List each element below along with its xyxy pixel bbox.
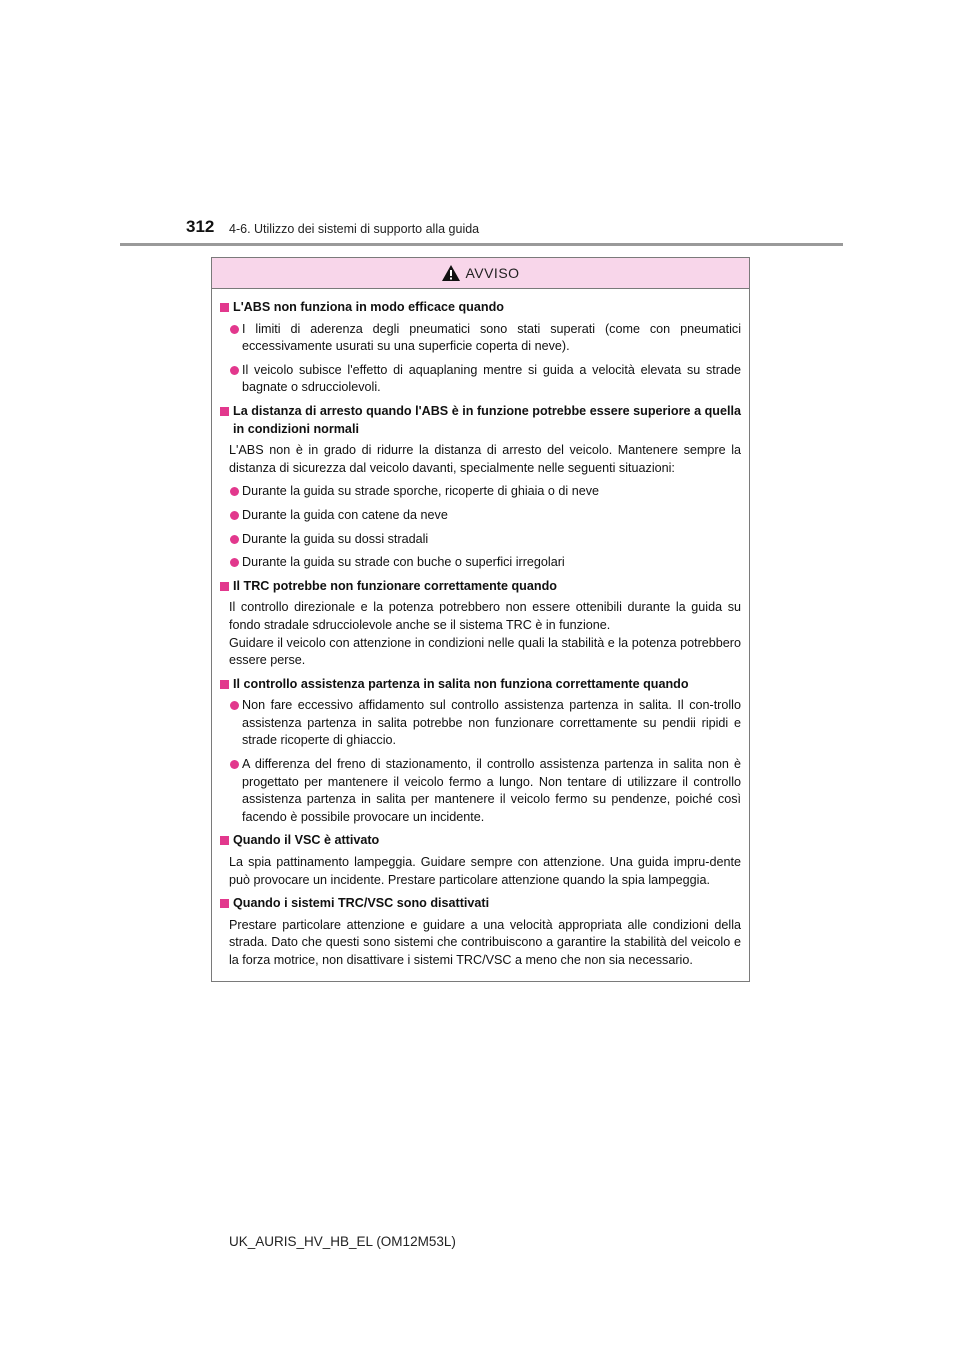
- section-text: Guidare il veicolo con attenzione in condizioni nelle quali la stabilità e la potenza potrebbero essere perse.: [229, 635, 741, 668]
- list-item: Durante la guida su strade sporche, ricoperte di ghiaia o di neve: [220, 483, 741, 501]
- page-number: 312: [186, 217, 215, 236]
- list-item: Non fare eccessivo affidamento sul controllo assistenza partenza in salita. Il con-trollo assistenza partenza in salita potrebbe non funzionare correttamente su pendii ripidi e strade ricoperte di ghiaccio.: [220, 697, 741, 750]
- warning-triangle-icon: [441, 264, 461, 282]
- list-item: Durante la guida con catene da neve: [220, 507, 741, 525]
- list-item: I limiti di aderenza degli pneumatici sono stati superati (come con pneumatici eccessivamente usurati su una superficie coperta di neve).: [220, 321, 741, 356]
- warning-box: [211, 257, 750, 982]
- list-item: Durante la guida su dossi stradali: [220, 531, 741, 549]
- square-bullet-icon: [220, 407, 229, 416]
- round-bullet-icon: [230, 558, 239, 567]
- square-bullet-icon: [220, 303, 229, 312]
- square-bullet-icon: [220, 582, 229, 591]
- round-bullet-icon: [230, 366, 239, 375]
- section-text: Il controllo direzionale e la potenza potrebbero non essere ottenibili durante la guida su fondo stradale sdrucciolevole anche se il sistema TRC è in funzione.: [229, 600, 741, 632]
- list-item: A differenza del freno di stazionamento, il controllo assistenza partenza in salita non è progettato per mantenere il veicolo fermo a lungo. Non tentare di utilizzare il controllo assistenza partenza in salita per mantenere il veicolo fermo su pendenze, poiché così facendo è possibile provocare un incidente.: [220, 756, 741, 826]
- square-bullet-icon: [220, 680, 229, 689]
- section-heading: Il controllo assistenza partenza in salita non funziona correttamente quando: [220, 676, 741, 694]
- section-text: L'ABS non è in grado di ridurre la distanza di arresto del veicolo. Mantenere sempre la distanza di sicurezza dal veicolo davanti, specialmente nelle seguenti situazioni:: [229, 443, 741, 475]
- section-heading: Il TRC potrebbe non funzionare correttamente quando: [220, 578, 741, 596]
- section-text: Prestare particolare attenzione e guidare a una velocità appropriata alle condizioni della strada. Dato che questi sono sistemi che contribuiscono a garantire la stabilità del veicolo e la forza motrice, non disattivare i sistemi TRC/VSC a meno che non sia necessario.: [229, 917, 741, 967]
- round-bullet-icon: [230, 701, 239, 710]
- section-heading: L'ABS non funziona in modo efficace quando: [220, 299, 741, 317]
- warning-title: AVVISO: [465, 265, 520, 281]
- list-item: Durante la guida su strade con buche o superfici irregolari: [220, 554, 741, 572]
- round-bullet-icon: [230, 760, 239, 769]
- round-bullet-icon: [230, 511, 239, 520]
- square-bullet-icon: [220, 836, 229, 845]
- section-heading: Quando i sistemi TRC/VSC sono disattivati: [220, 895, 741, 913]
- warning-header: [212, 258, 749, 289]
- warning-body: [212, 289, 749, 970]
- round-bullet-icon: [230, 325, 239, 334]
- round-bullet-icon: [230, 487, 239, 496]
- section-text: La spia pattinamento lampeggia. Guidare sempre con attenzione. Una guida impru-dente può provocare un incidente. Prestare particolare attenzione quando la spia lampeggia.: [229, 855, 741, 887]
- round-bullet-icon: [230, 535, 239, 544]
- section-title: 4-6. Utilizzo dei sistemi di supporto alla guida: [229, 222, 480, 236]
- section-heading: La distanza di arresto quando l'ABS è in funzione potrebbe essere superiore a quella in condizioni normali: [220, 403, 741, 438]
- document-code: UK_AURIS_HV_HB_EL (OM12M53L): [229, 1234, 456, 1249]
- list-item: Il veicolo subisce l'effetto di aquaplaning mentre si guida a velocità elevata su strade bagnate o sdrucciolevoli.: [220, 362, 741, 397]
- header-rule: [120, 243, 843, 246]
- square-bullet-icon: [220, 899, 229, 908]
- section-heading: Quando il VSC è attivato: [220, 832, 741, 850]
